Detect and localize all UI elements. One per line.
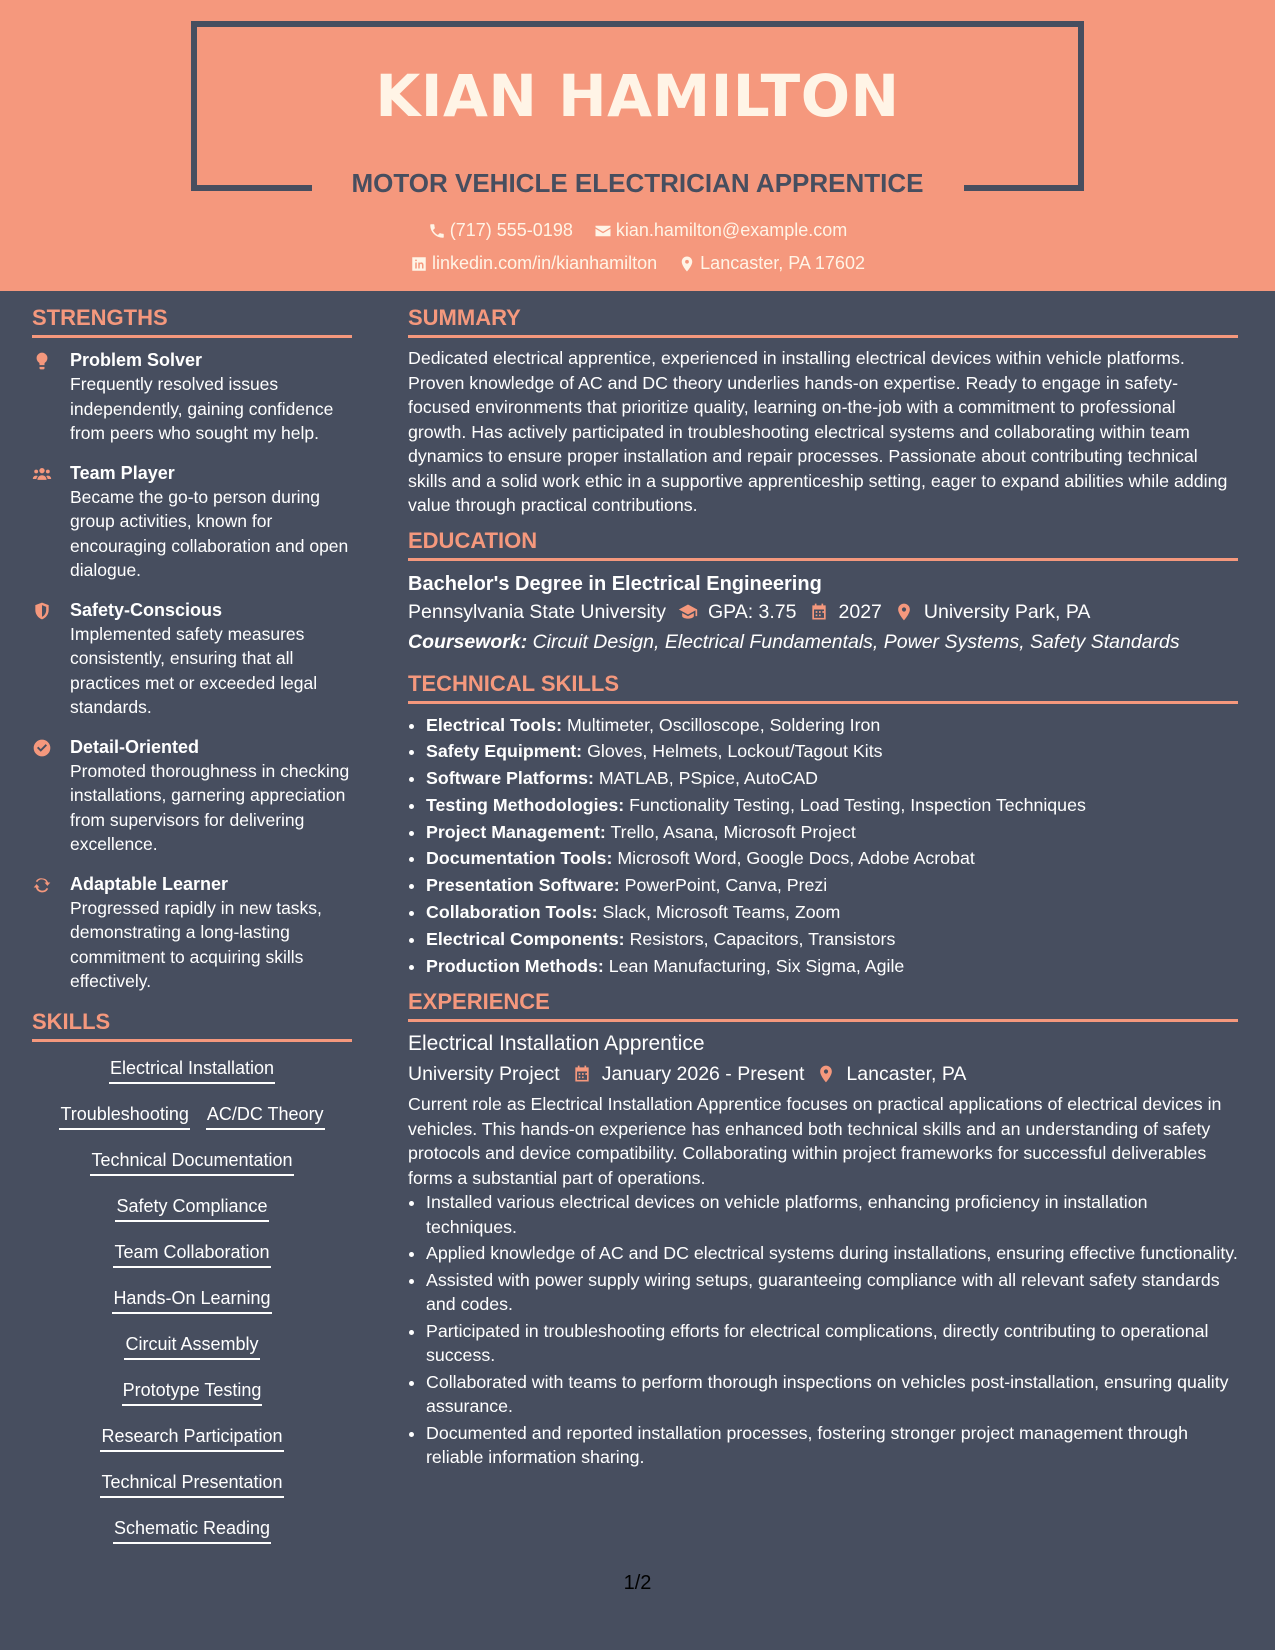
experience-dates: January 2026 - Present [601, 1063, 805, 1086]
list-item [426, 899, 1238, 926]
map-marker-icon [894, 602, 914, 622]
calendar-icon [572, 1064, 592, 1084]
phone-icon [428, 222, 446, 240]
calendar-icon [809, 602, 829, 622]
list-item: • Installed various electrical devices on vehicle platforms, enhancing proficiency in installation techniques. [426, 1190, 1238, 1239]
contact-phone[interactable] [428, 220, 573, 241]
users-icon [32, 464, 52, 484]
strength-item [32, 461, 352, 583]
strength-item [32, 735, 352, 857]
education-school: Pennsylvania State University [408, 600, 666, 623]
email-text: kian.hamilton@example.com [615, 220, 848, 240]
strength-title: Detail-Oriented [70, 736, 200, 757]
strengths-list [32, 348, 352, 994]
contact-row [0, 253, 1275, 278]
skill-label: Electrical Components: [426, 928, 625, 949]
skill-tag: Electrical Installation [109, 1056, 275, 1084]
skill-value: MATLAB, PSpice, AutoCAD [598, 768, 818, 789]
phone-text: (717) 555-0198 [449, 220, 573, 240]
skill-label: Project Management: [426, 821, 606, 842]
list-item [426, 792, 1238, 819]
skill-label: Software Platforms: [426, 768, 594, 789]
skill-label: Electrical Tools: [426, 714, 563, 735]
skill-tag: Team Collaboration [113, 1240, 270, 1268]
section-heading-education: EDUCATION [408, 528, 1238, 561]
sync-icon [32, 875, 52, 895]
coursework-list: Circuit Design, Electrical Fundamentals, Power Systems, Safety Standards [532, 630, 1180, 653]
strength-item [32, 348, 352, 446]
strength-item [32, 872, 352, 994]
strength-desc: Became the go-to person during group activities, known for encouraging collaboration and open dialogue. [70, 486, 349, 580]
skill-label: Production Methods: [426, 955, 604, 976]
list-item [426, 926, 1238, 953]
education-details [408, 597, 1238, 627]
shield-icon [32, 601, 52, 621]
header-banner [0, 0, 1275, 291]
strength-title: Team Player [70, 462, 175, 483]
left-column [32, 305, 352, 1562]
list-item [426, 845, 1238, 872]
skill-label: Collaboration Tools: [426, 902, 598, 923]
candidate-name: KIAN HAMILTON [375, 62, 900, 130]
strength-desc: Promoted thoroughness in checking installations, garnering appreciation from supervisors for delivering excellence. [70, 760, 350, 854]
skill-value: Trello, Asana, Microsoft Project [610, 821, 856, 842]
skill-value: PowerPoint, Canva, Prezi [624, 875, 828, 896]
skill-tag: Prototype Testing [122, 1378, 263, 1406]
right-column [408, 305, 1238, 1472]
section-heading-summary: SUMMARY [408, 305, 1238, 338]
list-item [426, 872, 1238, 899]
list-item [426, 765, 1238, 792]
map-marker-icon [816, 1064, 836, 1084]
experience-bullets [408, 1190, 1238, 1470]
skill-tag: Circuit Assembly [124, 1332, 259, 1360]
experience-description: Current role as Electrical Installation Apprentice focuses on practical applications of electrical devices in vehicles. This hands-on experience has enhanced both technical skills and an understanding of safety protocols and device compatibility. Collaborating within project frameworks for successful deliverables forms a substantial part of operations. [408, 1094, 1222, 1188]
contact-email[interactable] [594, 220, 847, 241]
section-heading-experience: EXPERIENCE [408, 989, 1238, 1022]
strength-desc: Progressed rapidly in new tasks, demonstrating a long-lasting commitment to acquiring skills effectively. [70, 897, 322, 991]
section-heading-strengths: STRENGTHS [32, 305, 352, 338]
check-circle-icon [32, 738, 52, 758]
contact-linkedin[interactable] [410, 253, 657, 274]
education-location: University Park, PA [923, 600, 1091, 623]
skill-value: Functionality Testing, Load Testing, Inspection Techniques [629, 794, 1086, 815]
skill-tag: Hands-On Learning [112, 1286, 271, 1314]
graduation-cap-icon [678, 602, 698, 622]
section-heading-technical-skills: TECHNICAL SKILLS [408, 671, 1238, 704]
strength-item [32, 598, 352, 720]
skill-value: Lean Manufacturing, Six Sigma, Agile [608, 955, 905, 976]
skill-value: Slack, Microsoft Teams, Zoom [602, 902, 841, 923]
list-item [426, 819, 1238, 846]
lightbulb-icon [32, 351, 52, 371]
job-title: MOTOR VEHICLE ELECTRICIAN APPRENTICE [351, 168, 924, 198]
linkedin-text: linkedin.com/in/kianhamilton [432, 253, 658, 273]
skill-value: Gloves, Helmets, Lockout/Tagout Kits [587, 741, 883, 762]
skill-label: Testing Methodologies: [426, 794, 625, 815]
strength-title: Safety-Conscious [70, 599, 223, 620]
strength-desc: Implemented safety measures consistently, ensuring that all practices met or exceeded legal standards. [70, 623, 318, 717]
education-year: 2027 [838, 600, 882, 623]
skill-label: Documentation Tools: [426, 848, 613, 869]
technical-skills-list [408, 712, 1238, 980]
list-item: • Collaborated with teams to perform thorough inspections on vehicles post-installation, ensuring quality assurance. [426, 1370, 1238, 1419]
skill-tag: Research Participation [100, 1424, 283, 1452]
map-marker-icon [678, 255, 696, 273]
skill-value: Multimeter, Oscilloscope, Soldering Iron [567, 714, 881, 735]
experience-org: University Project [408, 1063, 560, 1086]
list-item [426, 738, 1238, 765]
list-item: • Participated in troubleshooting efforts for electrical complications, directly contributing to operational success. [426, 1319, 1238, 1368]
experience-details [408, 1058, 1238, 1090]
skills-list [32, 1056, 352, 1562]
linkedin-icon [410, 255, 428, 273]
skill-tag: Troubleshooting [59, 1102, 189, 1130]
skill-tag: Safety Compliance [115, 1194, 268, 1222]
list-item [426, 712, 1238, 739]
strength-title: Adaptable Learner [70, 873, 229, 894]
skill-tag: Schematic Reading [113, 1516, 271, 1544]
skill-tag: AC/DC Theory [206, 1102, 325, 1130]
page-number: 1/2 [623, 1572, 652, 1594]
experience-location: Lancaster, PA [846, 1063, 967, 1086]
summary-text: Dedicated electrical apprentice, experienced in installing electrical devices within vehicle platforms. Proven knowledge of AC and DC theory underlies hands-on expertise. Ready to engage in safety-focused environments that prioritize quality, learning on-the-job with a commitment to professional growth. Has actively participated in troubleshooting electrical systems and collaborating within team dynamics to ensure proper installation and repair processes. Passionate about contributing technical skills and a solid work ethic in a supportive apprenticeship setting, eager to expand abilities while adding value through practical contributions. [408, 348, 1228, 515]
skill-tag: Technical Presentation [100, 1470, 283, 1498]
header-frame [191, 21, 1084, 27]
coursework-label: Coursework: [408, 630, 528, 653]
skill-tag: Technical Documentation [90, 1148, 293, 1176]
contact-location [678, 253, 865, 274]
skill-value: Resistors, Capacitors, Transistors [629, 928, 896, 949]
education-degree: Bachelor's Degree in Electrical Engineering [408, 572, 822, 595]
list-item: • Applied knowledge of AC and DC electrical systems during installations, ensuring effective functionality. [426, 1241, 1238, 1266]
envelope-icon [594, 222, 612, 240]
education-gpa: GPA: 3.75 [707, 600, 797, 623]
contact-row [0, 220, 1275, 245]
skill-value: Microsoft Word, Google Docs, Adobe Acrobat [617, 848, 975, 869]
strength-title: Problem Solver [70, 350, 203, 370]
list-item: • Assisted with power supply wiring setups, guaranteeing compliance with all relevant safety standards and codes. [426, 1268, 1238, 1317]
list-item [426, 953, 1238, 980]
section-heading-skills: SKILLS [32, 1009, 352, 1042]
list-item: • Documented and reported installation processes, fostering stronger project management through reliable information sharing. [426, 1421, 1238, 1470]
location-text: Lancaster, PA 17602 [700, 253, 865, 273]
skill-label: Safety Equipment: [426, 741, 583, 762]
skill-label: Presentation Software: [426, 875, 620, 896]
strength-desc: Frequently resolved issues independently, gaining confidence from peers who sought my help. [70, 374, 334, 443]
experience-job-title: Electrical Installation Apprentice [408, 1032, 705, 1056]
education-coursework [408, 627, 1238, 657]
